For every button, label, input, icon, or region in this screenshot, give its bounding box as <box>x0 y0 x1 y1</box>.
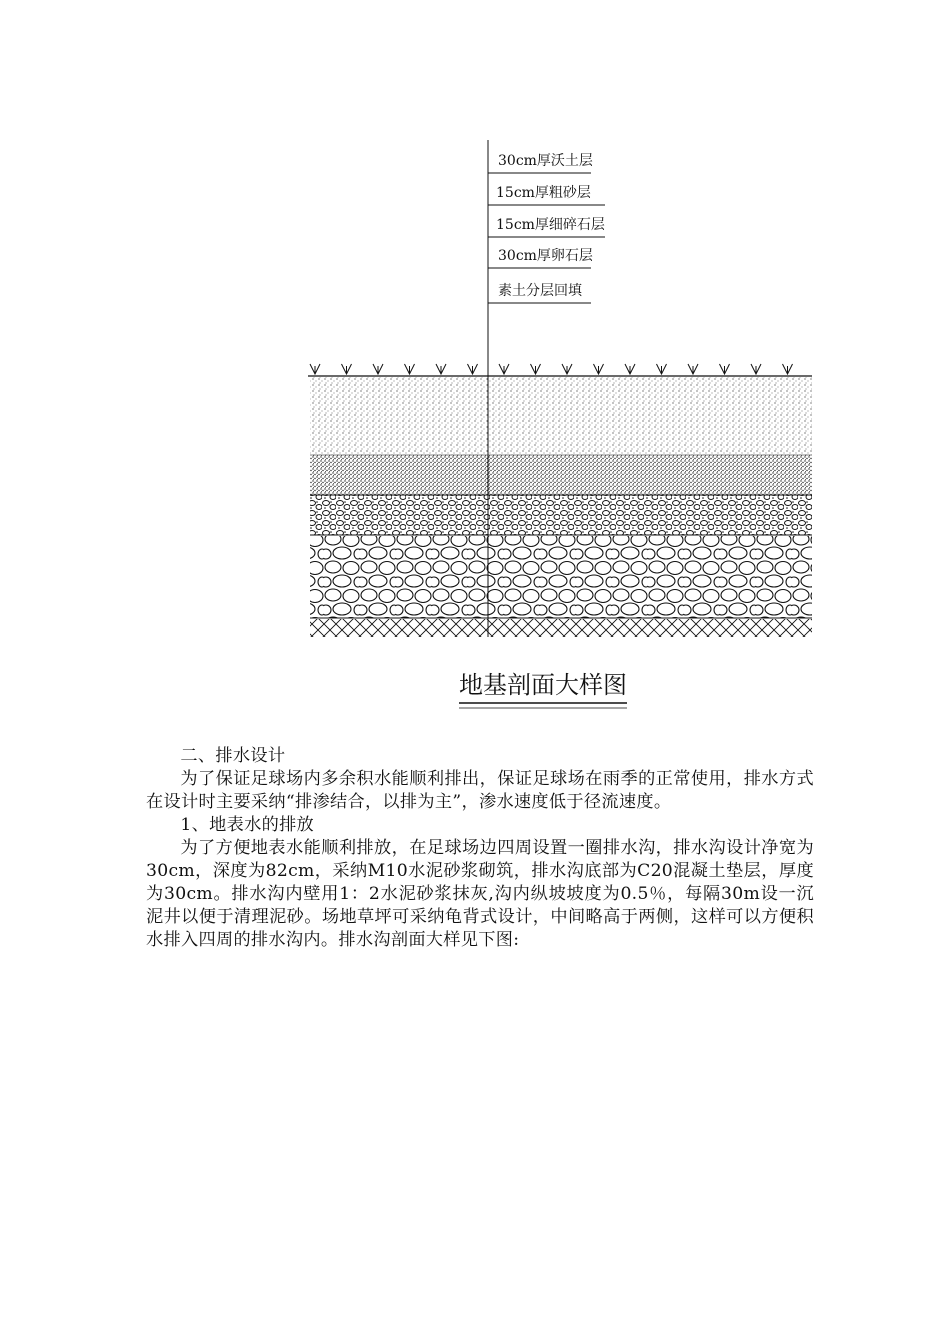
layer-label-backfill: 素土分层回填 <box>498 283 582 299</box>
grass-tuft <box>436 364 446 374</box>
layer-topsoil <box>310 377 812 455</box>
layer-cobble <box>310 536 812 618</box>
grass-tuft <box>657 364 667 374</box>
layer-label-cobble: 30cm厚卵石层 <box>498 248 593 264</box>
intro-paragraph: 为了保证足球场内多余积水能顺利排出，保证足球场在雨季的正常使用，排水方式在设计时主要采纳“排渗结合，以排为主”，渗水速度低于径流速度。 <box>146 769 814 812</box>
grass-tuft <box>468 364 478 374</box>
grass-tuft <box>405 364 415 374</box>
grass-marks <box>310 364 793 374</box>
drainage-section <box>146 745 814 952</box>
grass-tuft <box>783 364 793 374</box>
grass-tuft <box>562 364 572 374</box>
drawing-title: 地基剖面大样图 <box>459 671 627 699</box>
grass-tuft <box>342 364 352 374</box>
layer-label-coarse-sand: 15cm厚粗砂层 <box>496 185 591 201</box>
grass-tuft <box>594 364 604 374</box>
section-heading: 二、排水设计 <box>180 746 286 766</box>
layer-backfill <box>310 619 812 637</box>
layer-fine-gravel <box>310 495 812 535</box>
subsection-heading: 1、地表水的排放 <box>180 815 315 835</box>
grass-tuft <box>720 364 730 374</box>
grass-tuft <box>625 364 635 374</box>
grass-tuft <box>531 364 541 374</box>
layer-coarse-sand <box>310 455 812 495</box>
grass-tuft <box>373 364 383 374</box>
layer-label-topsoil: 30cm厚沃土层 <box>498 153 593 169</box>
grass-tuft <box>310 364 320 374</box>
grass-tuft <box>688 364 698 374</box>
layer-label-fine-gravel: 15cm厚细碎石层 <box>496 217 605 233</box>
surface-water-paragraph: 为了方便地表水能顺利排放，在足球场边四周设置一圈排水沟，排水沟设计净宽为30cm，深度为82cm，采纳M10水泥砂浆砌筑，排水沟底部为C20混凝土垫层，厚度为30cm。排水沟内壁用1：2水泥砂浆抹灰,沟内纵坡坡度为0.5％，每隔30m设一沉泥井以便于清理泥砂。场地草坪可采纳龟背式设计，中间略高于两侧，这样可以方便积水排入四周的排水沟内。排水沟剖面大样见下图: <box>146 838 814 950</box>
grass-tuft <box>751 364 761 374</box>
grass-tuft <box>499 364 509 374</box>
layer-label-table <box>488 152 605 303</box>
